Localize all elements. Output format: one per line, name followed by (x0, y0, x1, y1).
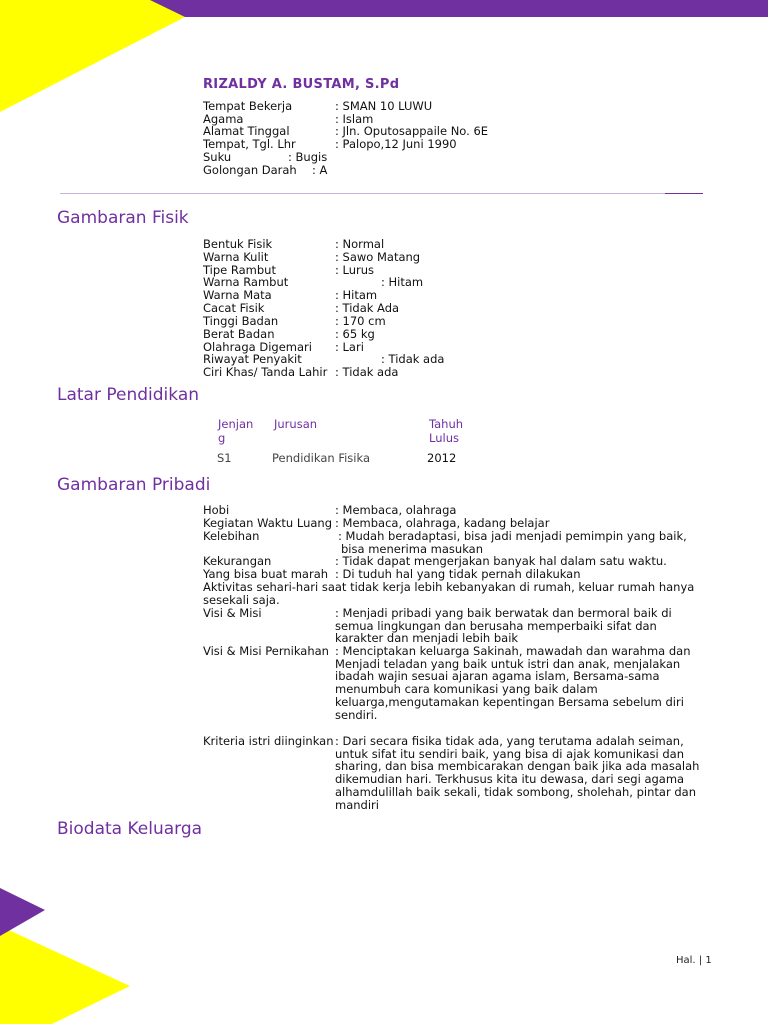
tempat-bekerja-label: Tempat Bekerja (203, 99, 293, 113)
kriteria-label: Kriteria istri diinginkan (203, 734, 334, 748)
fisik-label: Cacat Fisik (203, 301, 265, 315)
suku-value: : Bugis (288, 150, 328, 164)
section-title-pribadi: Gambaran Pribadi (57, 475, 211, 495)
suku-label: Suku (203, 150, 232, 164)
bottom-purple-triangle (0, 888, 45, 936)
fisik-value: : Tidak ada (335, 365, 399, 379)
fisik-label: Berat Badan (203, 327, 275, 341)
kriteria-value: : Dari secara fisika tidak ada, yang terutama adalah seiman, untuk sifat itu sendiri baik, yang bisa di ajak komunikasi dan sharing, dan bisa membicarakan dengan baik jika ada masalah dikemudian hari. Terkhusus kita itu dewasa, dari segi agama alhamdulillah baik sekali, tidak sombong, sholehah, pintar dan mandiri (335, 734, 700, 812)
person-name: RIZALDY A. BUSTAM, S.Pd (203, 77, 400, 92)
agama-label: Agama (203, 112, 244, 126)
fisik-value: : Lurus (335, 263, 375, 277)
fisik-label: Warna Mata (203, 288, 272, 302)
kelebihan-label: Kelebihan (203, 529, 260, 543)
header-jurusan: Jurusan (274, 417, 318, 431)
fisik-value: : 65 kg (335, 327, 375, 341)
kegiatan-label: Kegiatan Waktu Luang (203, 516, 333, 530)
fisik-value: : Hitam (381, 275, 424, 289)
fisik-label: Tinggi Badan (203, 314, 279, 328)
fisik-value: : Hitam (335, 288, 378, 302)
fisik-label: Ciri Khas/ Tanda Lahir (203, 365, 328, 379)
section-title-keluarga: Biodata Keluarga (57, 819, 203, 839)
fisik-value: : Tidak ada (381, 352, 445, 366)
golongan-darah-value: : A (312, 163, 328, 177)
visi-value: : Menjadi pribadi yang baik berwatak dan bermoral baik di semua lingkungan dan berusaha memperbaiki sifat dan karakter dan menjadi lebih baik (335, 606, 672, 646)
fisik-value: : Lari (335, 340, 364, 354)
bottom-decoration (0, 880, 140, 1024)
fisik-label: Warna Rambut (203, 275, 289, 289)
ttl-label: Tempat, Tgl. Lhr (203, 137, 296, 151)
fisik-label: Riwayat Penyakit (203, 352, 302, 366)
aktivitas-text: Aktivitas sehari-hari saat tidak kerja lebih kebanyakan di rumah, keluar rumah hanya sesekali saja. (203, 580, 695, 607)
divider-accent (665, 193, 703, 194)
fisik-value: : Sawo Matang (335, 250, 421, 264)
page-number: Hal. | 1 (676, 955, 712, 966)
cell-tahun: 2012 (427, 451, 457, 465)
visi-nikah-value: : Menciptakan keluarga Sakinah, mawadah dan warahma dan Menjadi teladan yang baik untuk istri dan anak, menjalakan ibadah wajin sesuai ajaran agama islam, Bersama-sama menumbuh cara komunikasi yang baik dalam keluarga,mengutamakan kepentingan Bersama sebelum diri sendiri. (335, 644, 691, 722)
visi-nikah-label: Visi & Misi Pernikahan (203, 644, 329, 658)
section-title-pendidikan: Latar Pendidikan (57, 385, 200, 405)
cell-jenjang: S1 (217, 451, 232, 465)
header-jenjang-line2: g (218, 431, 226, 445)
kegiatan-value: : Membaca, olahraga, kadang belajar (335, 516, 550, 530)
golongan-darah-label: Golongan Darah (203, 163, 297, 177)
top-purple-band (150, 0, 768, 17)
divider (60, 193, 703, 194)
kekurangan-value: : Tidak dapat mengerjakan banyak hal dalam satu waktu. (335, 554, 667, 568)
tempat-bekerja-value: : SMAN 10 LUWU (335, 99, 433, 113)
alamat-value: : Jln. Oputosappaile No. 6E (335, 124, 489, 138)
fisik-label: Bentuk Fisik (203, 237, 273, 251)
fisik-value: : Tidak Ada (335, 301, 400, 315)
visi-label: Visi & Misi (203, 606, 262, 620)
fisik-value: : 170 cm (335, 314, 386, 328)
fisik-label: Warna Kulit (203, 250, 269, 264)
header-tahun-line2: Lulus (429, 431, 459, 445)
cell-jurusan: Pendidikan Fisika (272, 451, 370, 465)
marah-label: Yang bisa buat marah (203, 567, 329, 581)
hobi-label: Hobi (203, 503, 230, 517)
kekurangan-label: Kekurangan (203, 554, 272, 568)
section-title-fisik: Gambaran Fisik (57, 208, 189, 228)
fisik-label: Olahraga Digemari (203, 340, 312, 354)
header-tahun-line1: Tahuh (429, 417, 464, 431)
marah-value: : Di tuduh hal yang tidak pernah dilakukan (335, 567, 581, 581)
ttl-value: : Palopo,12 Juni 1990 (335, 137, 457, 151)
kelebihan-value-line2: bisa menerima masukan (341, 542, 483, 556)
fisik-value: : Normal (335, 237, 385, 251)
agama-value: : Islam (335, 112, 374, 126)
top-yellow-triangle (0, 0, 185, 112)
bottom-yellow-triangle (0, 926, 130, 1024)
kelebihan-value-line1: : Mudah beradaptasi, bisa jadi menjadi pemimpin yang baik, (338, 529, 687, 543)
fisik-label: Tipe Rambut (203, 263, 276, 277)
alamat-label: Alamat Tinggal (203, 124, 290, 138)
hobi-value: : Membaca, olahraga (335, 503, 457, 517)
header-jenjang-line1: Jenjan (218, 417, 254, 431)
